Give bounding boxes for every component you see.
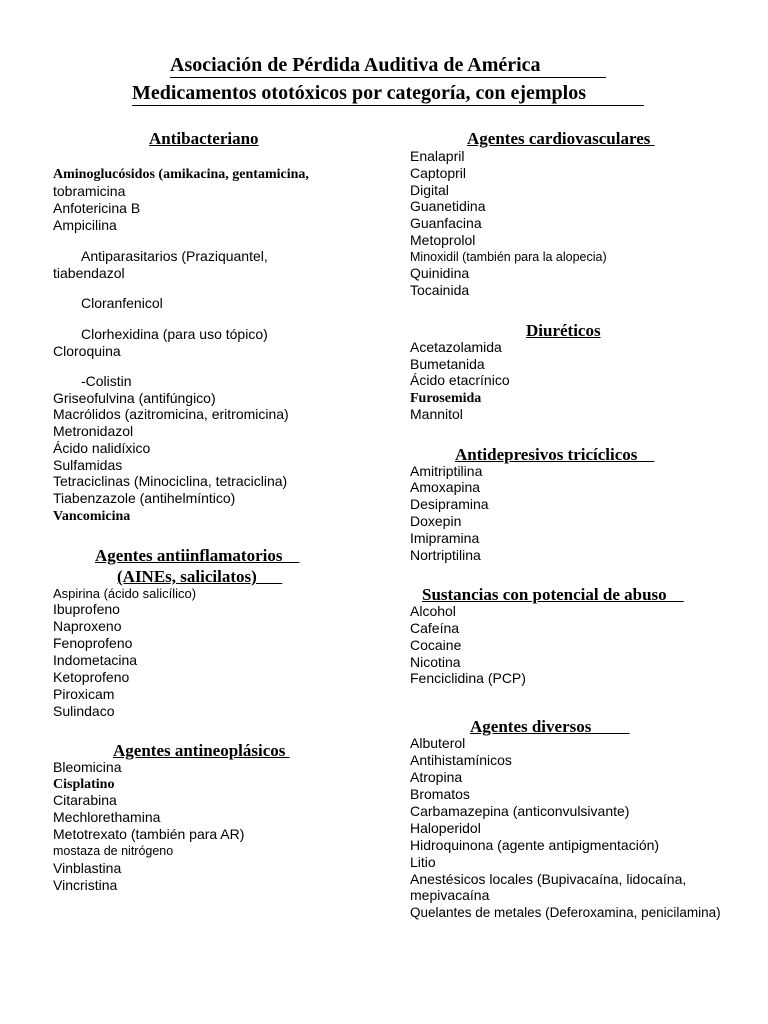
list-item: -Colistin <box>81 373 132 389</box>
list-item: Quelantes de metales (Deferoxamina, penicilamina) <box>410 905 721 920</box>
list-item: Fenoprofeno <box>53 635 133 651</box>
section-heading-antiinflammatory: Agentes antiinflamatorios <box>95 546 300 565</box>
list-item: Sulindaco <box>53 703 115 719</box>
list-item: Macrólidos (azitromicina, eritromicina) <box>53 406 289 422</box>
section-heading-cardiovascular: Agentes cardiovasculares <box>467 129 655 148</box>
list-item: Clorhexidina (para uso tópico) <box>81 326 268 342</box>
list-item: Cocaine <box>410 637 462 653</box>
list-item: mepivacaína <box>410 887 490 903</box>
section-heading-antiinflammatory-2: (AINEs, salicilatos) <box>117 567 283 586</box>
list-item: mostaza de nitrógeno <box>53 844 174 858</box>
list-item: Anestésicos locales (Bupivacaína, lidocaína, <box>410 871 687 887</box>
list-item: Alcohol <box>410 603 456 619</box>
list-item: Vinblastina <box>53 860 122 876</box>
list-item: Digital <box>410 182 449 198</box>
section-heading-misc: Agentes diversos <box>470 717 630 736</box>
list-item: Litio <box>410 854 436 870</box>
document-title: Asociación de Pérdida Auditiva de América <box>170 54 541 76</box>
list-item: Ácido nalidíxico <box>53 440 151 456</box>
list-item: Ketoprofeno <box>53 669 130 685</box>
list-item: Anfotericina B <box>53 200 141 216</box>
list-item: Minoxidil (también para la alopecia) <box>410 250 607 264</box>
list-item: Nicotina <box>410 654 461 670</box>
list-item: Cafeína <box>410 620 460 636</box>
list-item: Bromatos <box>410 786 470 802</box>
document-subtitle: Medicamentos ototóxicos por categoría, con ejemplos <box>132 82 586 104</box>
list-item: Tiabenzazole (antihelmíntico) <box>53 490 236 506</box>
section-heading-diuretics: Diuréticos <box>526 321 601 340</box>
list-item: Mechlorethamina <box>53 809 161 825</box>
list-item: Ácido etacrínico <box>410 372 510 388</box>
list-item: Carbamazepina (anticonvulsivante) <box>410 803 630 819</box>
list-item: Atropina <box>410 769 463 785</box>
list-item: Bleomicina <box>53 759 122 775</box>
list-item: Piroxicam <box>53 686 115 702</box>
list-item: tiabendazol <box>53 265 125 281</box>
list-item: Metotrexato (también para AR) <box>53 826 245 842</box>
list-item: Captopril <box>410 165 467 181</box>
list-item: Desipramina <box>410 496 489 512</box>
list-item: Antiparasitarios (Praziquantel, <box>81 248 268 264</box>
document-subtitle-block <box>0 82 768 108</box>
list-item: Enalapril <box>410 148 465 164</box>
list-item: tobramicina <box>53 183 126 199</box>
list-item: Metoprolol <box>410 232 476 248</box>
list-item: Vincristina <box>53 877 118 893</box>
list-item: Amoxapina <box>410 479 481 495</box>
list-item: Cloroquina <box>53 343 121 359</box>
list-item: Ampicilina <box>53 217 117 233</box>
section-heading-antidepressants: Antidepresivos tricíclicos <box>455 445 655 464</box>
list-item: Vancomicina <box>53 509 131 524</box>
section-heading-antibacterial: Antibacteriano <box>149 129 259 148</box>
section-heading-abuse: Sustancias con potencial de abuso <box>422 585 684 604</box>
list-item: Acetazolamida <box>410 339 502 355</box>
list-item: Haloperidol <box>410 820 481 836</box>
list-item: Citarabina <box>53 792 117 808</box>
list-item: Amitriptilina <box>410 463 483 479</box>
list-item: Aminoglucósidos (amikacina, gentamicina, <box>53 167 309 182</box>
list-item: Indometacina <box>53 652 138 668</box>
list-item: Guanfacina <box>410 215 482 231</box>
list-item: Ibuprofeno <box>53 601 120 617</box>
list-item: Aspirina (ácido salicílico) <box>53 586 197 601</box>
section-heading-antineoplastic: Agentes antineoplásicos <box>113 741 290 760</box>
list-item: Tocainida <box>410 282 470 298</box>
list-item: Fenciclidina (PCP) <box>410 670 526 686</box>
subtitle-underline <box>132 105 644 106</box>
list-item: Nortriptilina <box>410 547 481 563</box>
list-item: Bumetanida <box>410 356 485 372</box>
list-item: Quinidina <box>410 265 470 281</box>
list-item: Mannitol <box>410 406 463 422</box>
list-item: Cisplatino <box>53 777 115 792</box>
list-item: Hidroquinona (agente antipigmentación) <box>410 837 660 853</box>
document-title-block <box>0 54 768 80</box>
list-item: Naproxeno <box>53 618 122 634</box>
list-item: Furosemida <box>410 391 482 406</box>
list-item: Antihistamínicos <box>410 752 512 768</box>
list-item: Doxepin <box>410 513 462 529</box>
title-underline <box>170 77 606 78</box>
list-item: Albuterol <box>410 735 466 751</box>
list-item: Guanetidina <box>410 198 486 214</box>
list-item: Cloranfenicol <box>81 295 163 311</box>
list-item: Sulfamidas <box>53 457 123 473</box>
list-item: Tetraciclinas (Minociclina, tetraciclina) <box>53 473 288 489</box>
list-item: Imipramina <box>410 530 480 546</box>
list-item: Metronidazol <box>53 423 134 439</box>
list-item: Griseofulvina (antifúngico) <box>53 390 216 406</box>
